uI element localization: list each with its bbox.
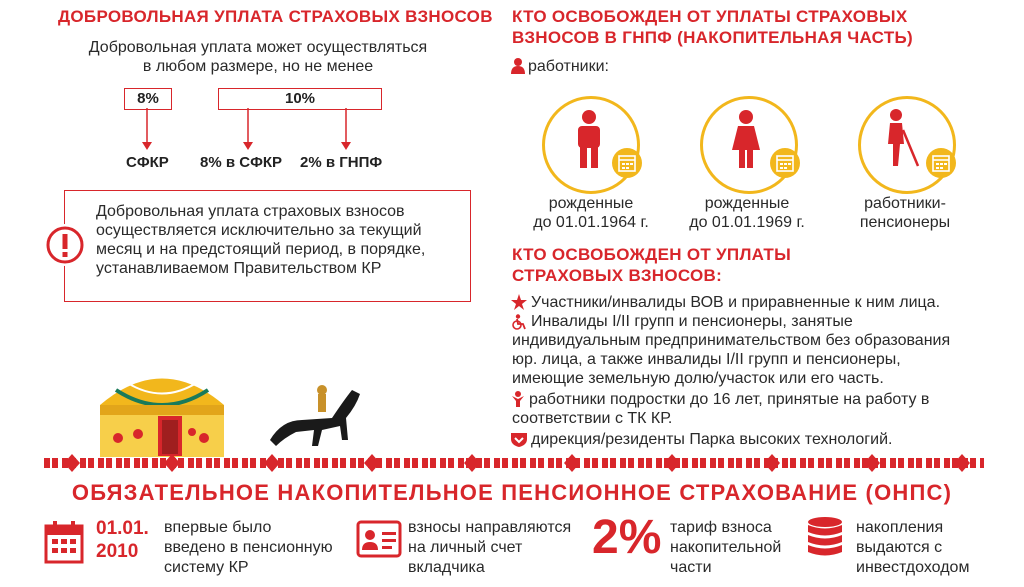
yurt-illustration bbox=[96, 360, 228, 460]
date-line-2: 2010 bbox=[96, 541, 139, 562]
split-arrows bbox=[100, 108, 400, 156]
right-title2-line-1: КТО ОСВОБОЖДЕН ОТ УПЛАТЫ bbox=[512, 245, 792, 264]
date-desc-line: впервые было bbox=[164, 519, 272, 536]
person-icon bbox=[511, 58, 525, 74]
percent-desc-line: тариф взноса bbox=[670, 519, 772, 536]
bottom-title: ОБЯЗАТЕЛЬНОЕ НАКОПИТЕЛЬНОЕ ПЕНСИОННОЕ СТРАХОВАНИЕ (ОНПС) bbox=[71, 480, 953, 505]
box-8-percent: 8% bbox=[124, 88, 172, 110]
shield-icon bbox=[511, 431, 527, 447]
notice-line: месяц и на предстоящий период, в порядке, bbox=[96, 241, 426, 258]
exempt-item-4: дирекция/резиденты Парка высоких технологий. bbox=[531, 431, 893, 448]
account-desc bbox=[408, 518, 571, 578]
savings-desc-line: инвестдоходом bbox=[856, 559, 970, 576]
intro-line-2: в любом размере, но не менее bbox=[142, 58, 374, 75]
right-title2-line-2: СТРАХОВЫХ ВЗНОСОВ: bbox=[512, 266, 723, 285]
notice-line: осуществляется исключительно за текущий bbox=[96, 222, 422, 239]
right-title-line-1: КТО ОСВОБОЖДЕН ОТ УПЛАТЫ СТРАХОВЫХ bbox=[512, 7, 908, 26]
exempt-item-3: работники подростки до 16 лет, принятые на работу в bbox=[529, 391, 930, 408]
group-3-line-1: работники- bbox=[864, 195, 946, 212]
account-desc-line: на личный счет bbox=[408, 539, 523, 556]
wheelchair-icon bbox=[511, 314, 527, 330]
date-desc-line: введено в пенсионную bbox=[164, 539, 333, 556]
group-2-line-1: рожденные bbox=[704, 195, 790, 212]
exempt-item-2-cont: юр. лица, а также инвалиды I/II групп и пенсионеры, bbox=[512, 351, 901, 368]
notice-line: Добровольная уплата страховых взносов bbox=[96, 203, 405, 220]
coins-stack-icon bbox=[806, 516, 844, 562]
percent-desc-line: части bbox=[670, 559, 712, 576]
id-card-icon bbox=[356, 520, 402, 560]
exempt-item-2: Инвалиды I/II групп и пенсионеры, занятые bbox=[531, 313, 853, 330]
account-desc-line: вкладчика bbox=[408, 559, 485, 576]
notice-text bbox=[96, 202, 466, 278]
workers-label: работники: bbox=[528, 58, 609, 75]
group-3-label bbox=[830, 194, 980, 232]
savings-desc-line: накопления bbox=[856, 519, 944, 536]
intro-line-1: Добровольная уплата может осуществляться bbox=[88, 39, 428, 56]
account-desc-line: взносы направляются bbox=[408, 519, 572, 536]
calendar-big-icon bbox=[44, 520, 84, 564]
group-1-line-2: до 01.01.1964 г. bbox=[533, 214, 649, 231]
exempt-item-1: Участники/инвалиды ВОВ и приравненные к ним лица. bbox=[531, 294, 941, 311]
label-8-sfkr: 8% в СФКР bbox=[200, 154, 283, 171]
exempt-item-2-cont: индивидуальным предпринимательством без образования bbox=[512, 332, 951, 349]
group-3-line-2: пенсионеры bbox=[859, 214, 951, 231]
box-10-percent: 10% bbox=[218, 88, 382, 110]
teen-icon bbox=[511, 391, 525, 407]
group-2-line-2: до 01.01.1969 г. bbox=[689, 214, 805, 231]
savings-desc-line: выдаются с bbox=[856, 539, 943, 556]
warning-icon bbox=[46, 226, 84, 264]
calendar-grid-icon bbox=[932, 154, 950, 172]
left-title: ДОБРОВОЛЬНАЯ УПЛАТА СТРАХОВЫХ ВЗНОСОВ bbox=[58, 7, 493, 26]
star-icon bbox=[511, 294, 527, 310]
calendar-grid-icon bbox=[618, 154, 636, 172]
date-desc-line: систему КР bbox=[164, 559, 249, 576]
woman-icon bbox=[730, 110, 762, 170]
label-sfkr: СФКР bbox=[126, 154, 169, 171]
calendar-grid-icon bbox=[776, 154, 794, 172]
man-icon bbox=[574, 110, 604, 170]
notice-line: устанавливаемом Правительством КР bbox=[96, 260, 382, 277]
percent-desc-line: накопительной bbox=[670, 539, 782, 556]
horse-rider-illustration bbox=[262, 380, 366, 452]
date-desc bbox=[164, 518, 333, 578]
savings-desc bbox=[856, 518, 969, 578]
label-2-gnpf: 2% в ГНПФ bbox=[300, 154, 383, 171]
exempt-item-2-cont: имеющие земельную долю/участок или его часть. bbox=[512, 370, 884, 387]
pensioner-icon bbox=[882, 108, 922, 170]
group-1-line-1: рожденные bbox=[548, 195, 634, 212]
percent-value: 2% bbox=[592, 511, 662, 564]
date-line-1: 01.01. bbox=[96, 518, 149, 539]
group-1-label bbox=[516, 194, 666, 232]
group-2-label bbox=[672, 194, 822, 232]
percent-desc bbox=[670, 518, 781, 578]
exempt-item-3-cont: соответствии с ТК КР. bbox=[512, 410, 673, 427]
ornament-pattern bbox=[44, 454, 984, 472]
right-title-line-2: ВЗНОСОВ В ГНПФ (НАКОПИТЕЛЬНАЯ ЧАСТЬ) bbox=[512, 28, 913, 47]
